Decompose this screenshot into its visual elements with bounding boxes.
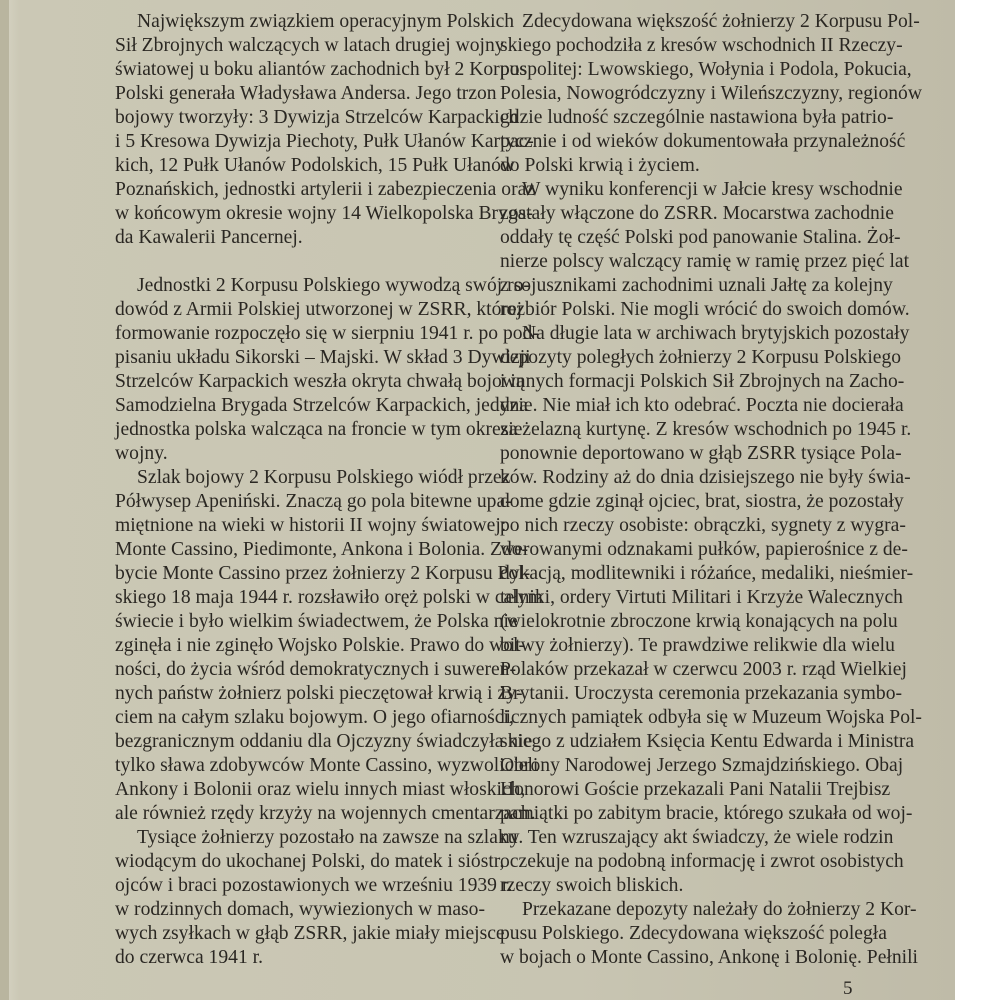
paragraph [500,178,910,322]
text-line: miętnione na wieki w historii II wojny światowej: [115,515,507,536]
page-number: 5 [843,978,853,999]
text-line: pospolitej: Lwowskiego, Wołynia i Podola, Pokucia, [500,59,912,80]
text-line: rzeczy swoich bliskich. [500,875,684,896]
text-line: jednostka polska walcząca na froncie w tym okresie [115,419,523,440]
text-line: depozyty poległych żołnierzy 2 Korpusu Polskiego [500,347,902,368]
text-line: Tysiące żołnierzy pozostało na zawsze na szlaku [137,827,518,848]
text-line: Polaków przekazał w czerwcu 2003 r. rząd Wielkiej [500,659,907,680]
text-line: skiego 18 maja 1944 r. rozsławiło oręż polski w całym [115,587,543,608]
text-line: Ankony i Bolonii oraz wielu innych miast włoskich, [115,779,526,800]
text-line: pusu Polskiego. Zdecydowana większość poległa [500,923,887,944]
paragraph [115,10,535,250]
paragraph [115,466,543,826]
text-line: wojny. [115,443,168,464]
left-column [115,10,543,970]
text-line: Na długie lata w archiwach brytyjskich pozostały [522,323,910,344]
text-line: Polski generała Władysława Andersa. Jego trzon [115,83,497,104]
text-line: Jednostki 2 Korpusu Polskiego wywodzą swój ro- [137,275,530,296]
paragraph-spacer [115,250,467,274]
text-line: ny. Ten wzruszający akt świadczy, że wiele rodzin [500,827,894,848]
text-line: dzie. Nie miał ich kto odebrać. Poczta nie docierała [500,395,904,416]
text-line: Polesia, Nowogródczyzny i Wileńszczyzny, regionów [500,83,922,104]
text-line: w rodzinnych domach, wywiezionych w maso- [115,899,486,920]
text-line: Brytanii. Uroczysta ceremonia przekazania symbo- [500,683,903,704]
text-line: (wielokrotnie zbroczone krwią konających na polu [500,611,898,632]
right-column [500,10,922,970]
text-line: telniki, ordery Virtuti Militari i Krzyże Walecznych [500,587,903,608]
text-line: skiego z udziałem Księcia Kentu Edwarda i Ministra [500,731,915,752]
text-line: bycie Monte Cassino przez żołnierzy 2 Korpusu Pol- [115,563,531,584]
text-line: świecie i było wielkim świadectwem, że Polska nie [115,611,518,632]
text-line: werowanymi odznakami pułków, papierośnice z de- [500,539,908,560]
text-line: gdzie ludność szczególnie nastawiona była patrio- [500,107,894,128]
paragraph [500,322,922,898]
text-line: nych państw żołnierz polski pieczętował krwią i ży- [115,683,523,704]
text-line: tylko sława zdobywców Monte Cassino, wyzwolicieli [115,755,539,776]
text-line: Monte Cassino, Piedimonte, Ankona i Bolonia. Zdo- [115,539,529,560]
text-line: światowej u boku aliantów zachodnich był 2 Korpus [115,59,527,80]
text-line: oddały tę część Polski pod panowanie Stalina. Żoł- [500,227,901,248]
paragraph [115,826,518,970]
text-line: Zdecydowana większość żołnierzy 2 Korpusu Pol- [522,11,920,32]
text-line: rozbiór Polski. Nie mogli wrócić do swoich domów. [500,299,910,320]
text-line: ciem na całym szlaku bojowym. O jego ofiarności, [115,707,514,728]
text-line: po nich rzeczy osobiste: obrączki, sygnety z wygra- [500,515,906,536]
text-line: wych zsyłkach w głąb ZSRR, jakie miały miejsce [115,923,505,944]
text-line: ków. Rodziny aż do dnia dzisiejszego nie były świa- [500,467,911,488]
text-line: pamiątki po zabitym bracie, którego szukała od woj- [500,803,913,824]
paragraph [500,898,918,970]
text-line: formowanie rozpoczęło się w sierpniu 1941 r. po pod- [115,323,539,344]
text-line: zginęła i nie zginęło Wojsko Polskie. Prawo do wol- [115,635,526,656]
text-line: Półwysep Apeniński. Znaczą go pola bitewne upa- [115,491,512,512]
text-line: Strzelców Karpackich weszła okryta chwałą bojową [115,371,525,392]
text-line: ności, do życia wśród demokratycznych i suweren- [115,659,516,680]
text-line: i innych formacji Polskich Sił Zbrojnych na Zacho- [500,371,905,392]
text-line: nierze polscy walczący ramię w ramię przez pięć lat [500,251,910,272]
text-line: Honorowi Goście przekazali Pani Natalii Trejbisz [500,779,891,800]
paragraph [115,274,539,466]
text-line: Sił Zbrojnych walczących w latach drugiej wojny [115,35,505,56]
text-line: Szlak bojowy 2 Korpusu Polskiego wiódł przez [137,467,511,488]
text-line: i 5 Kresowa Dywizja Piechoty, Pułk Ułanów Karpac- [115,131,534,152]
text-line: z sojusznikami zachodnimi uznali Jałtę za kolejny [500,275,893,296]
text-line: bezgranicznym oddaniu dla Ojczyzny świadczyła nie [115,731,533,752]
text-line: ponownie deportowano w głąb ZSRR tysiące Pola- [500,443,902,464]
text-line: Obrony Narodowej Jerzego Szmajdzińskiego. Obaj [500,755,904,776]
text-line: tycznie i od wieków dokumentowała przynależność [500,131,906,152]
text-line: W wyniku konferencji w Jałcie kresy wschodnie [522,179,903,200]
text-line: bojowy tworzyły: 3 Dywizja Strzelców Karpackich [115,107,519,128]
text-line: skiego pochodziła z kresów wschodnich II Rzeczy- [500,35,903,56]
text-line: Przekazane depozyty należały do żołnierzy 2 Kor- [522,899,917,920]
text-line: do czerwca 1941 r. [115,947,263,968]
text-line: licznych pamiątek odbyła się w Muzeum Wojska Pol- [500,707,922,728]
text-line: ale również rzędy krzyży na wojennych cmentarzach. [115,803,536,824]
text-line: Samodzielna Brygada Strzelców Karpackich, jedyna [115,395,528,416]
text-line: kich, 12 Pułk Ułanów Podolskich, 15 Pułk Ułanów [115,155,516,176]
text-line: bitwy żołnierzy). Te prawdziwe relikwie dla wielu [500,635,895,656]
paragraph [500,10,922,178]
text-line: Największym związkiem operacyjnym Polskich [137,11,515,32]
text-line: wiodącym do ukochanej Polski, do matek i sióstr, [115,851,505,872]
text-line: w bojach o Monte Cassino, Ankonę i Bolonię. Pełnili [500,947,918,968]
text-line: do Polski krwią i życiem. [500,155,700,176]
text-line: dykacją, modlitewniki i różańce, medaliki, nieśmier- [500,563,914,584]
text-line: w końcowym okresie wojny 14 Wielkopolska Bryga- [115,203,533,224]
text-line: oczekuje na podobną informację i zwrot osobistych [500,851,904,872]
text-line: ojców i braci pozostawionych we wrześniu 1939 r. [115,875,513,896]
text-line: pisaniu układu Sikorski – Majski. W skład 3 Dywizji [115,347,531,368]
text-line: za żelazną kurtynę. Z kresów wschodnich po 1945 r. [500,419,912,440]
text-line: dowód z Armii Polskiej utworzonej w ZSRR, której [115,299,523,320]
text-line: da Kawalerii Pancernej. [115,227,303,248]
text-line: dome gdzie zginął ojciec, brat, siostra, że pozostały [500,491,904,512]
text-line: Poznańskich, jednostki artylerii i zabezpieczenia oraz [115,179,535,200]
text-line: zostały włączone do ZSRR. Mocarstwa zachodnie [500,203,894,224]
